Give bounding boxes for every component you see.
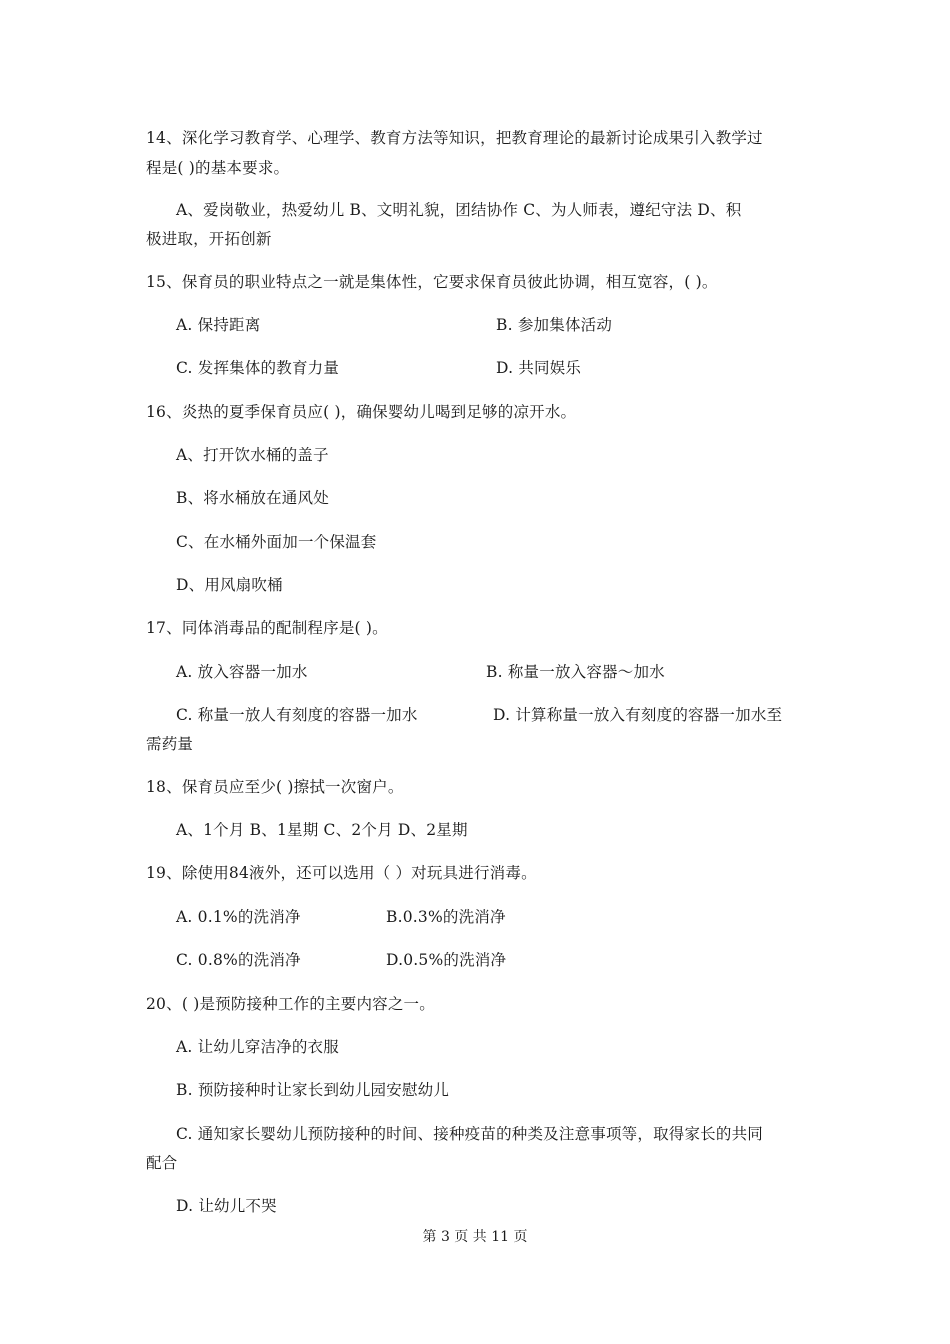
q18-options: A、1个月 B、1星期 C、2个月 D、2星期 [176, 821, 468, 839]
q17-option-d-continuation: 需药量 [146, 735, 194, 753]
q17-option-a: A. 放入容器一加水 [176, 663, 308, 681]
q18-stem: 18、保育员应至少( )擦拭一次窗户。 [146, 778, 404, 796]
q15-option-d: D. 共同娱乐 [496, 359, 582, 377]
q19-option-d: D.0.5%的洗消净 [386, 951, 507, 969]
q17-stem: 17、同体消毒品的配制程序是( )。 [146, 619, 388, 637]
q19-option-a: A. 0.1%的洗消净 [176, 908, 301, 926]
q16-stem: 16、炎热的夏季保育员应( )，确保婴幼儿喝到足够的凉开水。 [146, 403, 577, 421]
q14-stem-line-2: 程是( )的基本要求。 [146, 159, 290, 177]
q20-option-d: D. 让幼儿不哭 [176, 1197, 277, 1215]
q16-option-d: D、用风扇吹桶 [176, 576, 283, 594]
q16-option-b: B、将水桶放在通风处 [176, 489, 329, 507]
q15-stem: 15、保育员的职业特点之一就是集体性，它要求保育员彼此协调，相互宽容，( )。 [146, 273, 718, 291]
q14-options-line-2: 极进取，开拓创新 [146, 230, 272, 248]
q17-option-b: B. 称量一放入容器～加水 [486, 663, 665, 681]
q19-option-b: B.0.3%的洗消净 [386, 908, 506, 926]
q16-option-a: A、打开饮水桶的盖子 [176, 446, 329, 464]
q14-options-line-1: A、爱岗敬业，热爱幼儿 B、文明礼貌，团结协作 C、为人师表，遵纪守法 D、积 [176, 201, 742, 219]
q19-option-c: C. 0.8%的洗消净 [176, 951, 301, 969]
q20-option-b: B. 预防接种时让家长到幼儿园安慰幼儿 [176, 1081, 450, 1099]
q17-option-d: D. 计算称量一放入有刻度的容器一加水至 [493, 706, 783, 724]
page-footer: 第 3 页 共 11 页 [422, 1229, 528, 1245]
q20-option-c-continuation: 配合 [146, 1154, 178, 1172]
q14-stem-line-1: 14、深化学习教育学、心理学、教育方法等知识，把教育理论的最新讨论成果引入教学过 [146, 129, 763, 147]
q17-option-c: C. 称量一放人有刻度的容器一加水 [176, 706, 418, 724]
q15-option-b: B. 参加集体活动 [496, 316, 613, 334]
q20-option-c: C. 通知家长婴幼儿预防接种的时间、接种疫苗的种类及注意事项等，取得家长的共同 [176, 1125, 763, 1143]
q19-stem: 19、除使用84液外，还可以选用（ ）对玩具进行消毒。 [146, 864, 537, 882]
q20-stem: 20、( )是预防接种工作的主要内容之一。 [146, 995, 435, 1013]
q16-option-c: C、在水桶外面加一个保温套 [176, 533, 377, 551]
q15-option-a: A. 保持距离 [176, 316, 261, 334]
q20-option-a: A. 让幼儿穿洁净的衣服 [176, 1038, 339, 1056]
q15-option-c: C. 发挥集体的教育力量 [176, 359, 340, 377]
